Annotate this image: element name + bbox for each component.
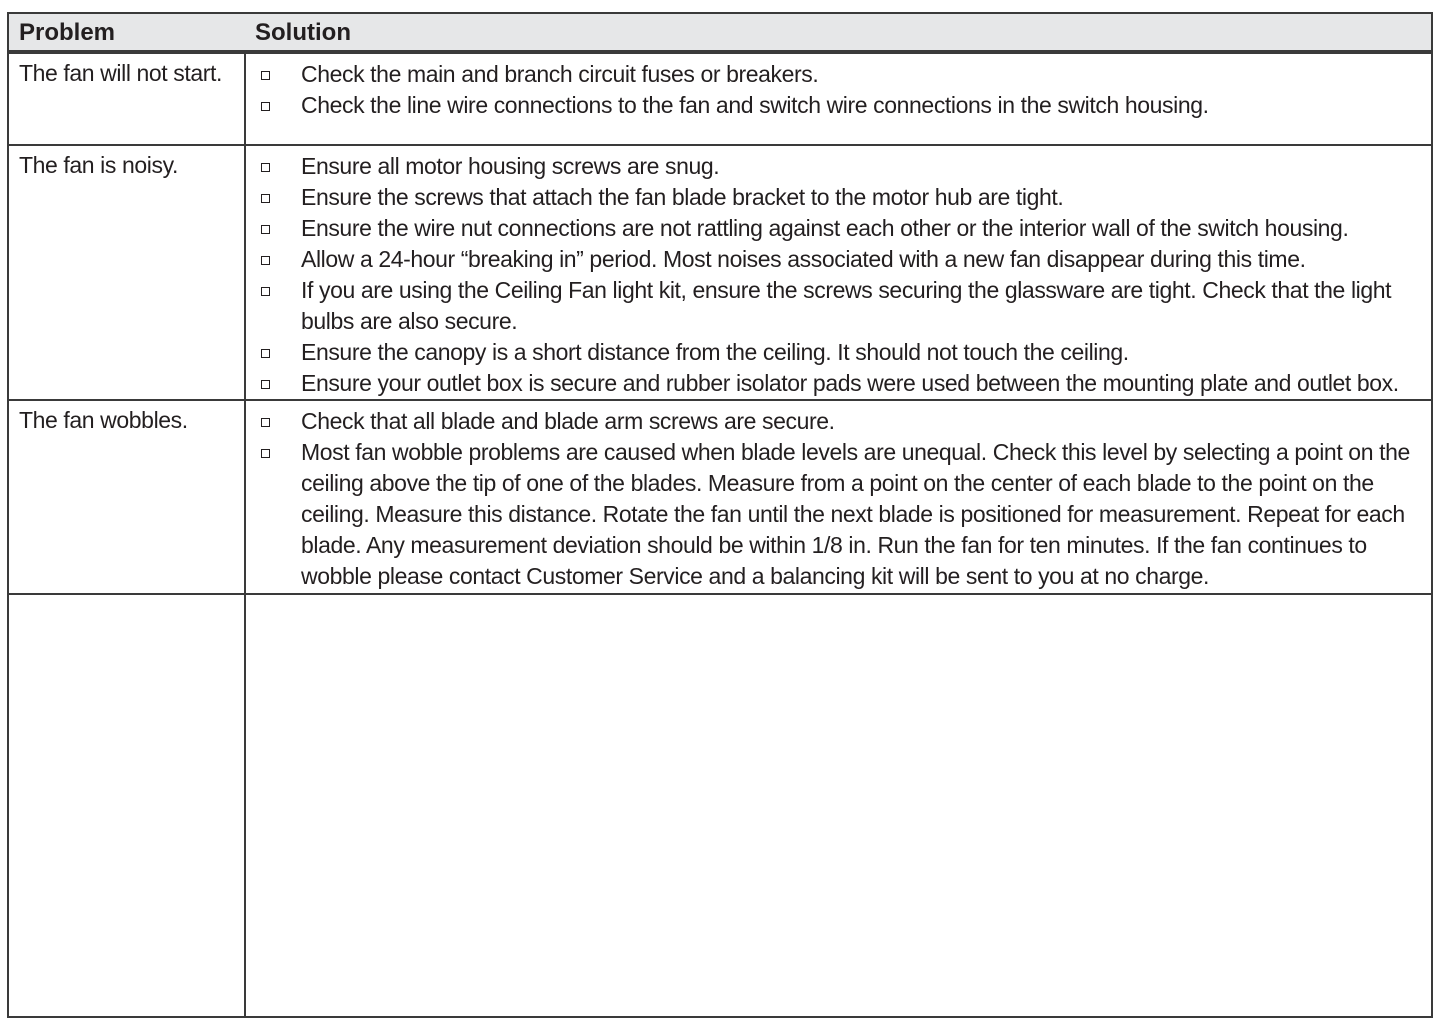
checkbox-bullet-icon [261, 102, 270, 111]
checkbox-bullet-icon [261, 256, 270, 265]
solution-text: Ensure the screws that attach the fan blade bracket to the motor hub are tight. [301, 184, 1064, 210]
solution-text: Allow a 24-hour “breaking in” period. Most noises associated with a new fan disappear during this time. [301, 246, 1306, 272]
solution-text: Check the main and branch circuit fuses or breakers. [301, 61, 819, 87]
solution-text: Ensure your outlet box is secure and rubber isolator pads were used between the mounting plate and outlet box. [301, 370, 1399, 396]
solution-item [255, 275, 1423, 337]
solution-item [255, 244, 1423, 275]
solution-text: Ensure all motor housing screws are snug. [301, 153, 720, 179]
checkbox-bullet-icon [261, 449, 270, 458]
checkbox-bullet-icon [261, 225, 270, 234]
solution-list [255, 406, 1423, 592]
troubleshooting-table [7, 12, 1433, 1018]
checkbox-bullet-icon [261, 194, 270, 203]
checkbox-bullet-icon [261, 163, 270, 172]
solution-item [255, 368, 1423, 399]
solution-item [255, 90, 1423, 121]
table-row-empty [9, 593, 1431, 1016]
solution-text: Check the line wire connections to the fan and switch wire connections in the switch housing. [301, 92, 1209, 118]
solution-text: Check that all blade and blade arm screws are secure. [301, 408, 835, 434]
checkbox-bullet-icon [261, 287, 270, 296]
solution-item [255, 406, 1423, 437]
solution-item [255, 182, 1423, 213]
solution-text: Ensure the canopy is a short distance from the ceiling. It should not touch the ceiling. [301, 339, 1129, 365]
checkbox-bullet-icon [261, 418, 270, 427]
header-solution: Solution [255, 19, 351, 46]
checkbox-bullet-icon [261, 71, 270, 80]
solution-text: If you are using the Ceiling Fan light kit, ensure the screws securing the glassware are tight. Check that the light bulbs are also secure. [301, 277, 1392, 334]
solution-text: Ensure the wire nut connections are not rattling against each other or the interior wall of the switch housing. [301, 215, 1349, 241]
solution-list [255, 59, 1423, 121]
table-row-fan-wobbles [9, 399, 1431, 593]
table-row-fan-will-not-start [9, 52, 1431, 144]
solution-item [255, 151, 1423, 182]
problem-cell: The fan will not start. [19, 60, 222, 86]
table-header-row [9, 14, 1431, 52]
solution-item [255, 213, 1423, 244]
header-problem: Problem [19, 19, 116, 46]
problem-cell: The fan wobbles. [19, 407, 188, 433]
solution-item [255, 437, 1423, 592]
solution-list [255, 151, 1423, 399]
problem-cell: The fan is noisy. [19, 152, 178, 178]
solution-item [255, 59, 1423, 90]
checkbox-bullet-icon [261, 349, 270, 358]
solution-item [255, 337, 1423, 368]
table-row-fan-is-noisy [9, 144, 1431, 399]
solution-text: Most fan wobble problems are caused when blade levels are unequal. Check this level by selecting a point on the ceiling above the tip of one of the blades. Measure from a point on the center of each blade to the point on the ceiling. Measure this distance. Rotate the fan until the next blade is positioned for measurement. Repeat for each blade. Any measurement deviation should be within 1/8 in. Run the fan for ten minutes. If the fan continues to wobble please contact Customer Service and a balancing kit will be sent to you at no charge. [301, 439, 1410, 589]
checkbox-bullet-icon [261, 380, 270, 389]
